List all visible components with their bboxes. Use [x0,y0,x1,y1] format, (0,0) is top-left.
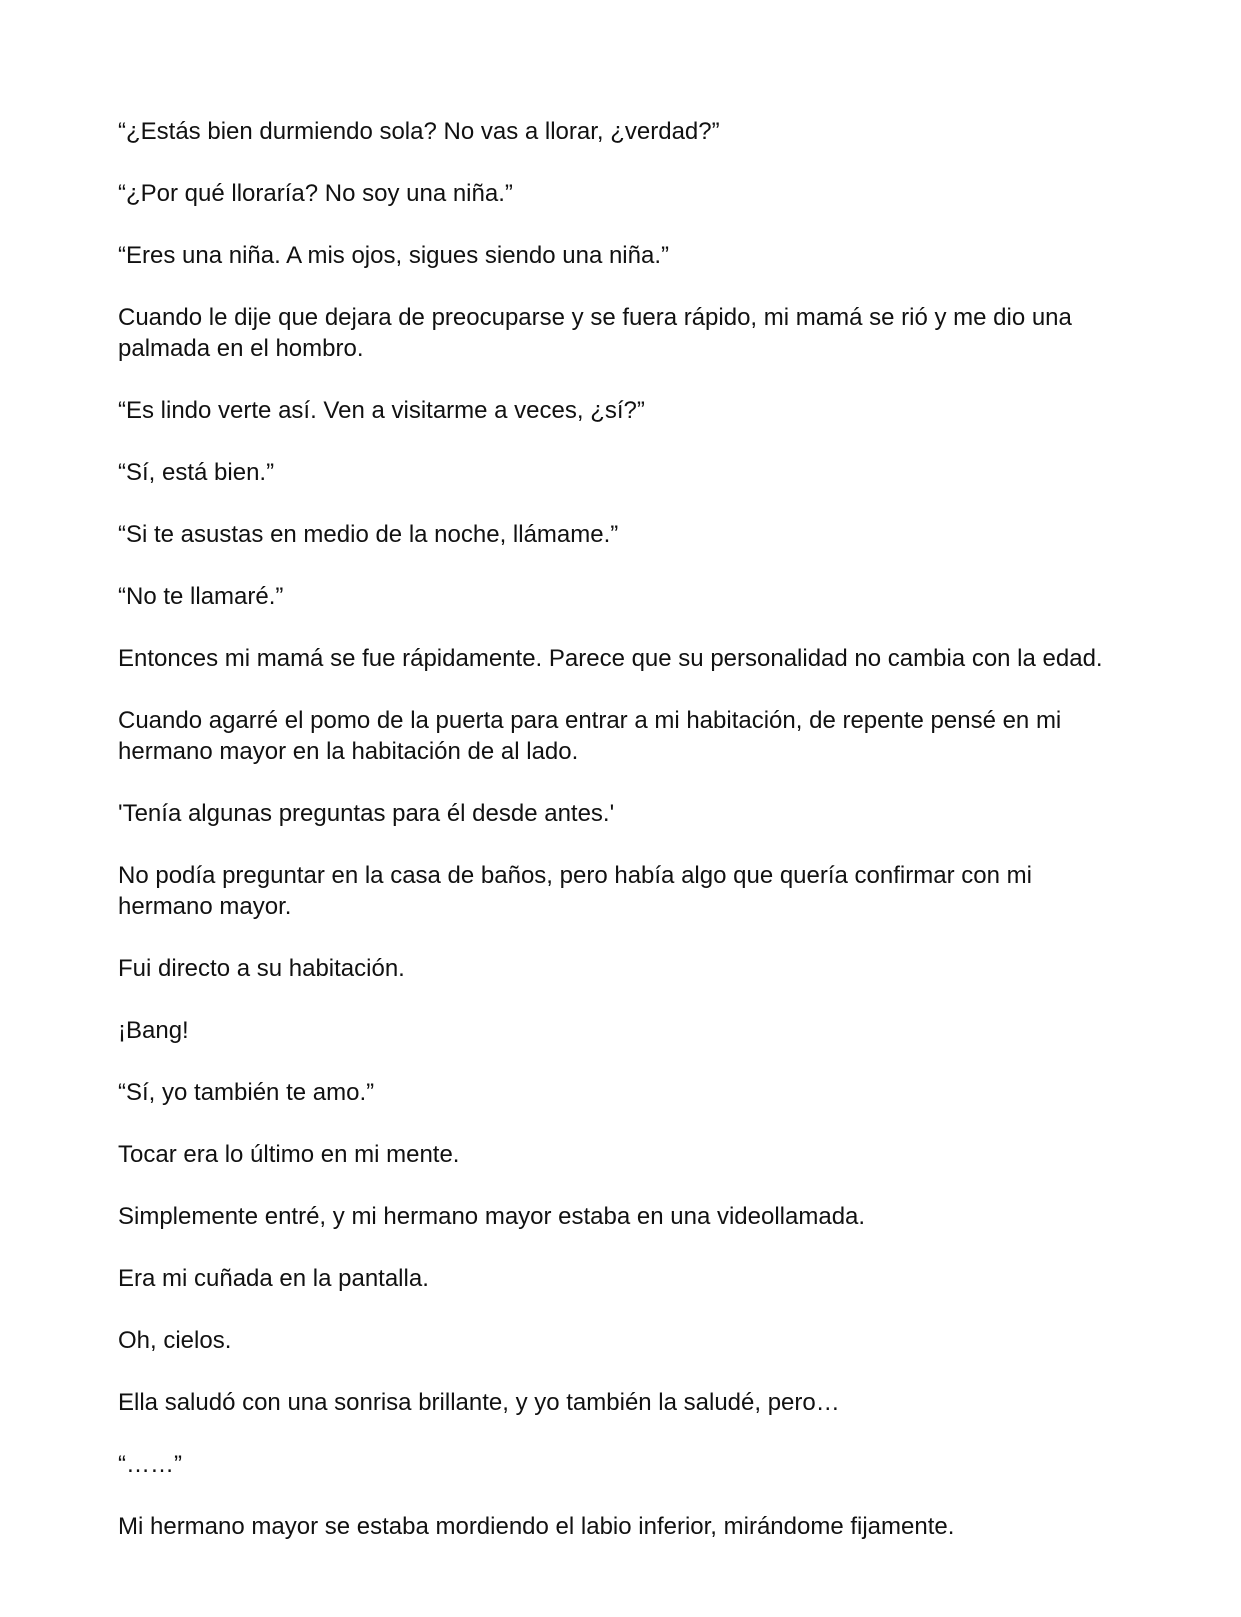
paragraph: “Eres una niña. A mis ojos, sigues siendo una niña.” [118,242,669,269]
paragraph: 'Tenía algunas preguntas para él desde antes.' [118,800,615,827]
paragraph: “Sí, yo también te amo.” [118,1079,375,1106]
paragraph: Tocar era lo último en mi mente. [118,1141,460,1168]
document-body [118,116,1128,1542]
paragraph: ¡Bang! [118,1017,189,1044]
paragraph: Era mi cuñada en la pantalla. [118,1265,429,1292]
paragraph: No podía preguntar en la casa de baños, pero había algo que quería confirmar con mi hermano mayor. [118,862,1032,920]
paragraph: “……” [118,1451,182,1478]
paragraph: “Si te asustas en medio de la noche, llámame.” [118,521,619,548]
paragraph: “No te llamaré.” [118,583,284,610]
paragraph: Entonces mi mamá se fue rápidamente. Parece que su personalidad no cambia con la edad. [118,645,1103,672]
paragraph: “¿Por qué lloraría? No soy una niña.” [118,180,513,207]
paragraph: Fui directo a su habitación. [118,955,405,982]
paragraph: Cuando agarré el pomo de la puerta para entrar a mi habitación, de repente pensé en mi hermano mayor en la habitación de al lado. [118,707,1062,765]
paragraph: “Sí, está bien.” [118,459,275,486]
paragraph: Ella saludó con una sonrisa brillante, y yo también la saludé, pero… [118,1389,840,1416]
paragraph: Simplemente entré, y mi hermano mayor estaba en una videollamada. [118,1203,866,1230]
paragraph: “¿Estás bien durmiendo sola? No vas a llorar, ¿verdad?” [118,118,720,145]
paragraph: Mi hermano mayor se estaba mordiendo el labio inferior, mirándome fijamente. [118,1513,955,1540]
paragraph: “Es lindo verte así. Ven a visitarme a veces, ¿sí?” [118,397,645,424]
paragraph: Cuando le dije que dejara de preocuparse y se fuera rápido, mi mamá se rió y me dio una palmada en el hombro. [118,304,1072,362]
paragraph: Oh, cielos. [118,1327,232,1354]
